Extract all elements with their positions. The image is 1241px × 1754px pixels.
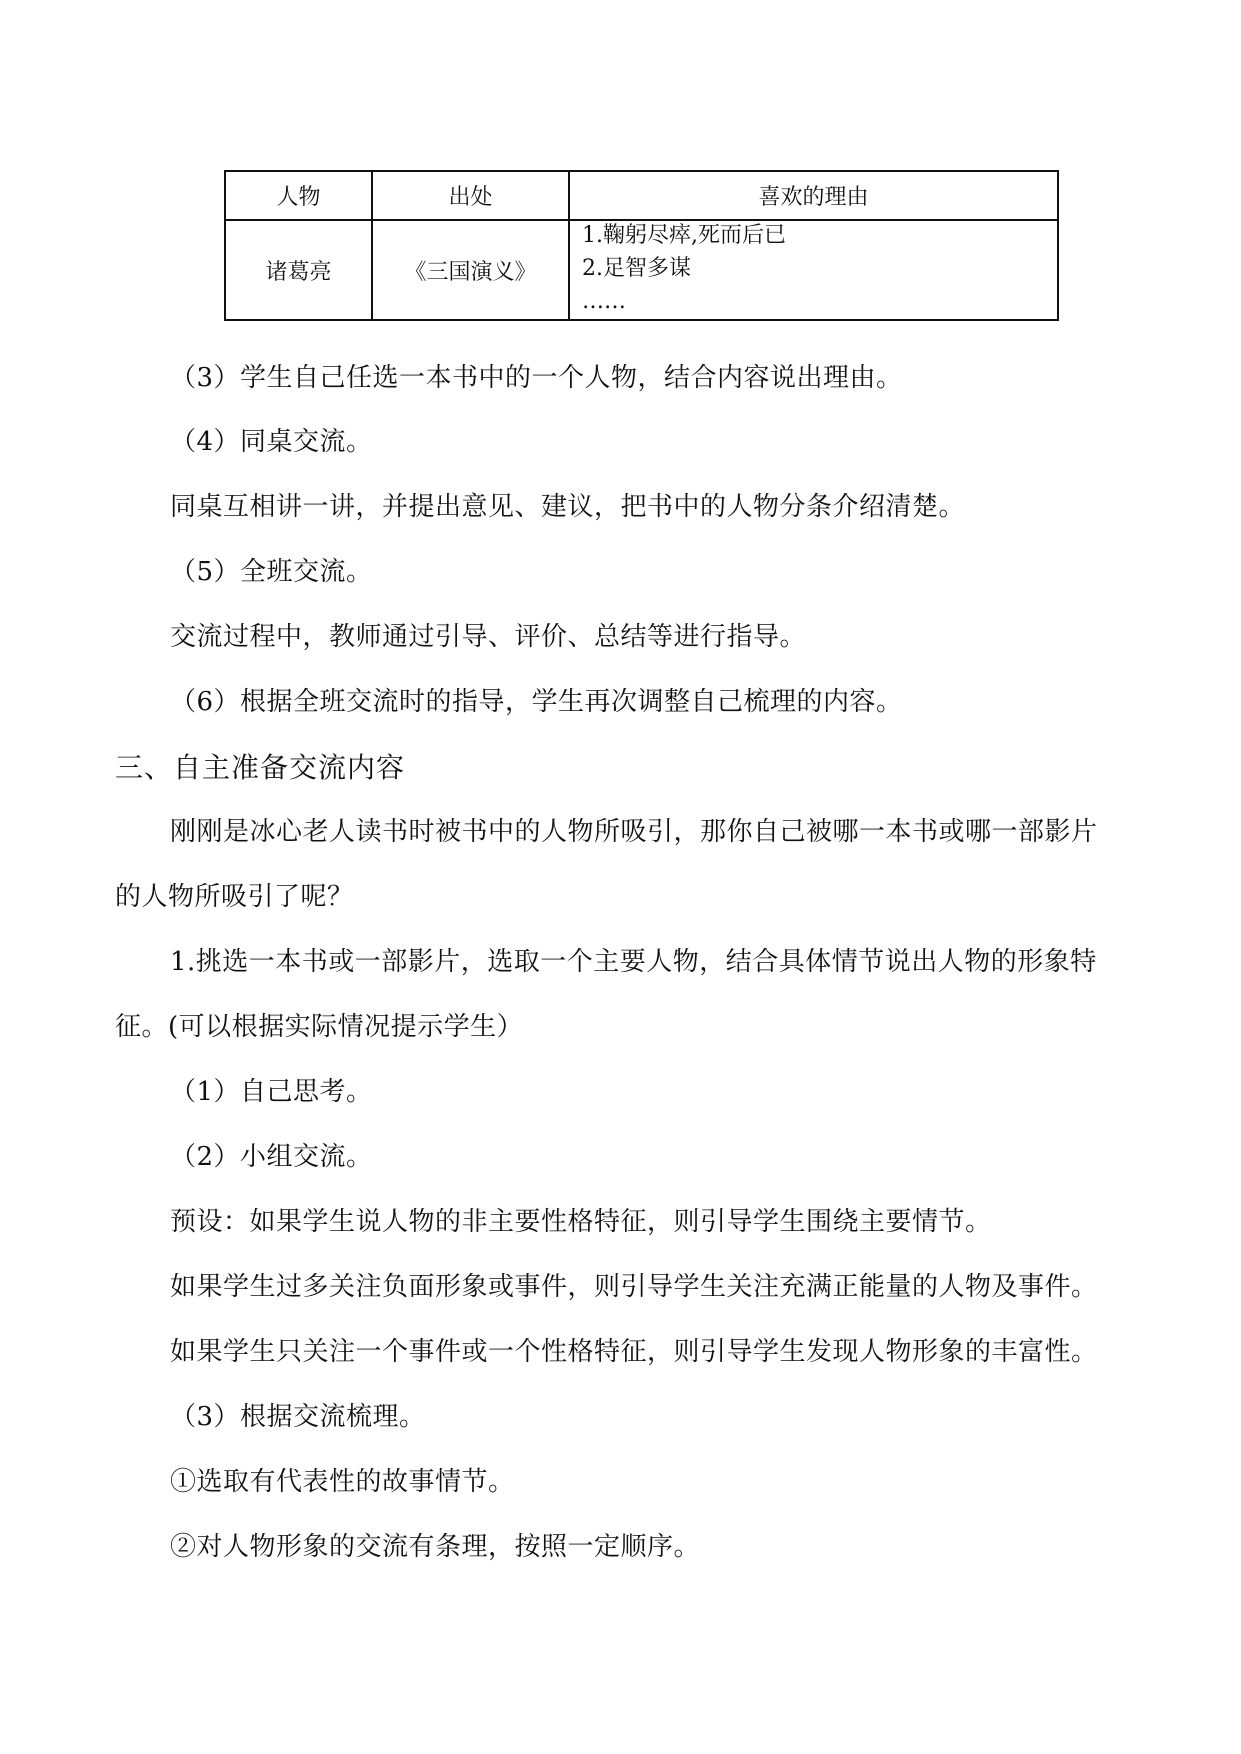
table-header-row	[225, 171, 1058, 220]
paragraph-point-1: ①选取有代表性的故事情节。	[170, 1467, 515, 1497]
reason-item: 1.鞠躬尽瘁,死而后已	[582, 222, 786, 248]
cell-source: 《三国演义》	[372, 220, 569, 320]
reason-item: ……	[582, 288, 626, 314]
character-table	[224, 170, 1059, 321]
paragraph-step-4: （4）同桌交流。	[170, 427, 373, 457]
table-row	[225, 220, 1058, 320]
reason-list	[570, 219, 1057, 318]
header-character: 人物	[225, 171, 372, 220]
paragraph-organize: （3）根据交流梳理。	[170, 1402, 426, 1432]
paragraph-desk-mate: 同桌互相讲一讲，并提出意见、建议，把书中的人物分条介绍清楚。	[170, 492, 966, 522]
header-reason: 喜欢的理由	[569, 171, 1058, 220]
paragraph-task-line-2: 征。(可以根据实际情况提示学生）	[115, 1012, 524, 1042]
paragraph-teacher-guide: 交流过程中，教师通过引导、评价、总结等进行指导。	[170, 622, 807, 652]
paragraph-intro-line-1: 刚刚是冰心老人读书时被书中的人物所吸引，那你自己被哪一本书或哪一部影片	[170, 817, 1098, 847]
cell-reasons	[569, 220, 1058, 320]
paragraph-step-3: （3）学生自己任选一本书中的一个人物，结合内容说出理由。	[170, 363, 903, 393]
paragraph-negative: 如果学生过多关注负面形象或事件，则引导学生关注充满正能量的人物及事件。	[170, 1272, 1098, 1302]
cell-character-name: 诸葛亮	[225, 220, 372, 320]
paragraph-think: （1）自己思考。	[170, 1077, 373, 1107]
section-heading: 三、自主准备交流内容	[115, 751, 406, 784]
paragraph-single-event: 如果学生只关注一个事件或一个性格特征，则引导学生发现人物形象的丰富性。	[170, 1337, 1098, 1367]
paragraph-group: （2）小组交流。	[170, 1142, 373, 1172]
paragraph-step-5: （5）全班交流。	[170, 557, 373, 587]
paragraph-preset: 预设：如果学生说人物的非主要性格特征，则引导学生围绕主要情节。	[170, 1207, 992, 1237]
paragraph-intro-line-2: 的人物所吸引了呢？	[115, 882, 354, 912]
reason-item: 2.足智多谋	[582, 255, 691, 281]
paragraph-step-6: （6）根据全班交流时的指导，学生再次调整自己梳理的内容。	[170, 687, 903, 717]
paragraph-task-line-1: 1.挑选一本书或一部影片，选取一个主要人物，结合具体情节说出人物的形象特	[170, 947, 1097, 977]
header-source: 出处	[372, 171, 569, 220]
paragraph-point-2: ②对人物形象的交流有条理，按照一定顺序。	[170, 1532, 701, 1562]
